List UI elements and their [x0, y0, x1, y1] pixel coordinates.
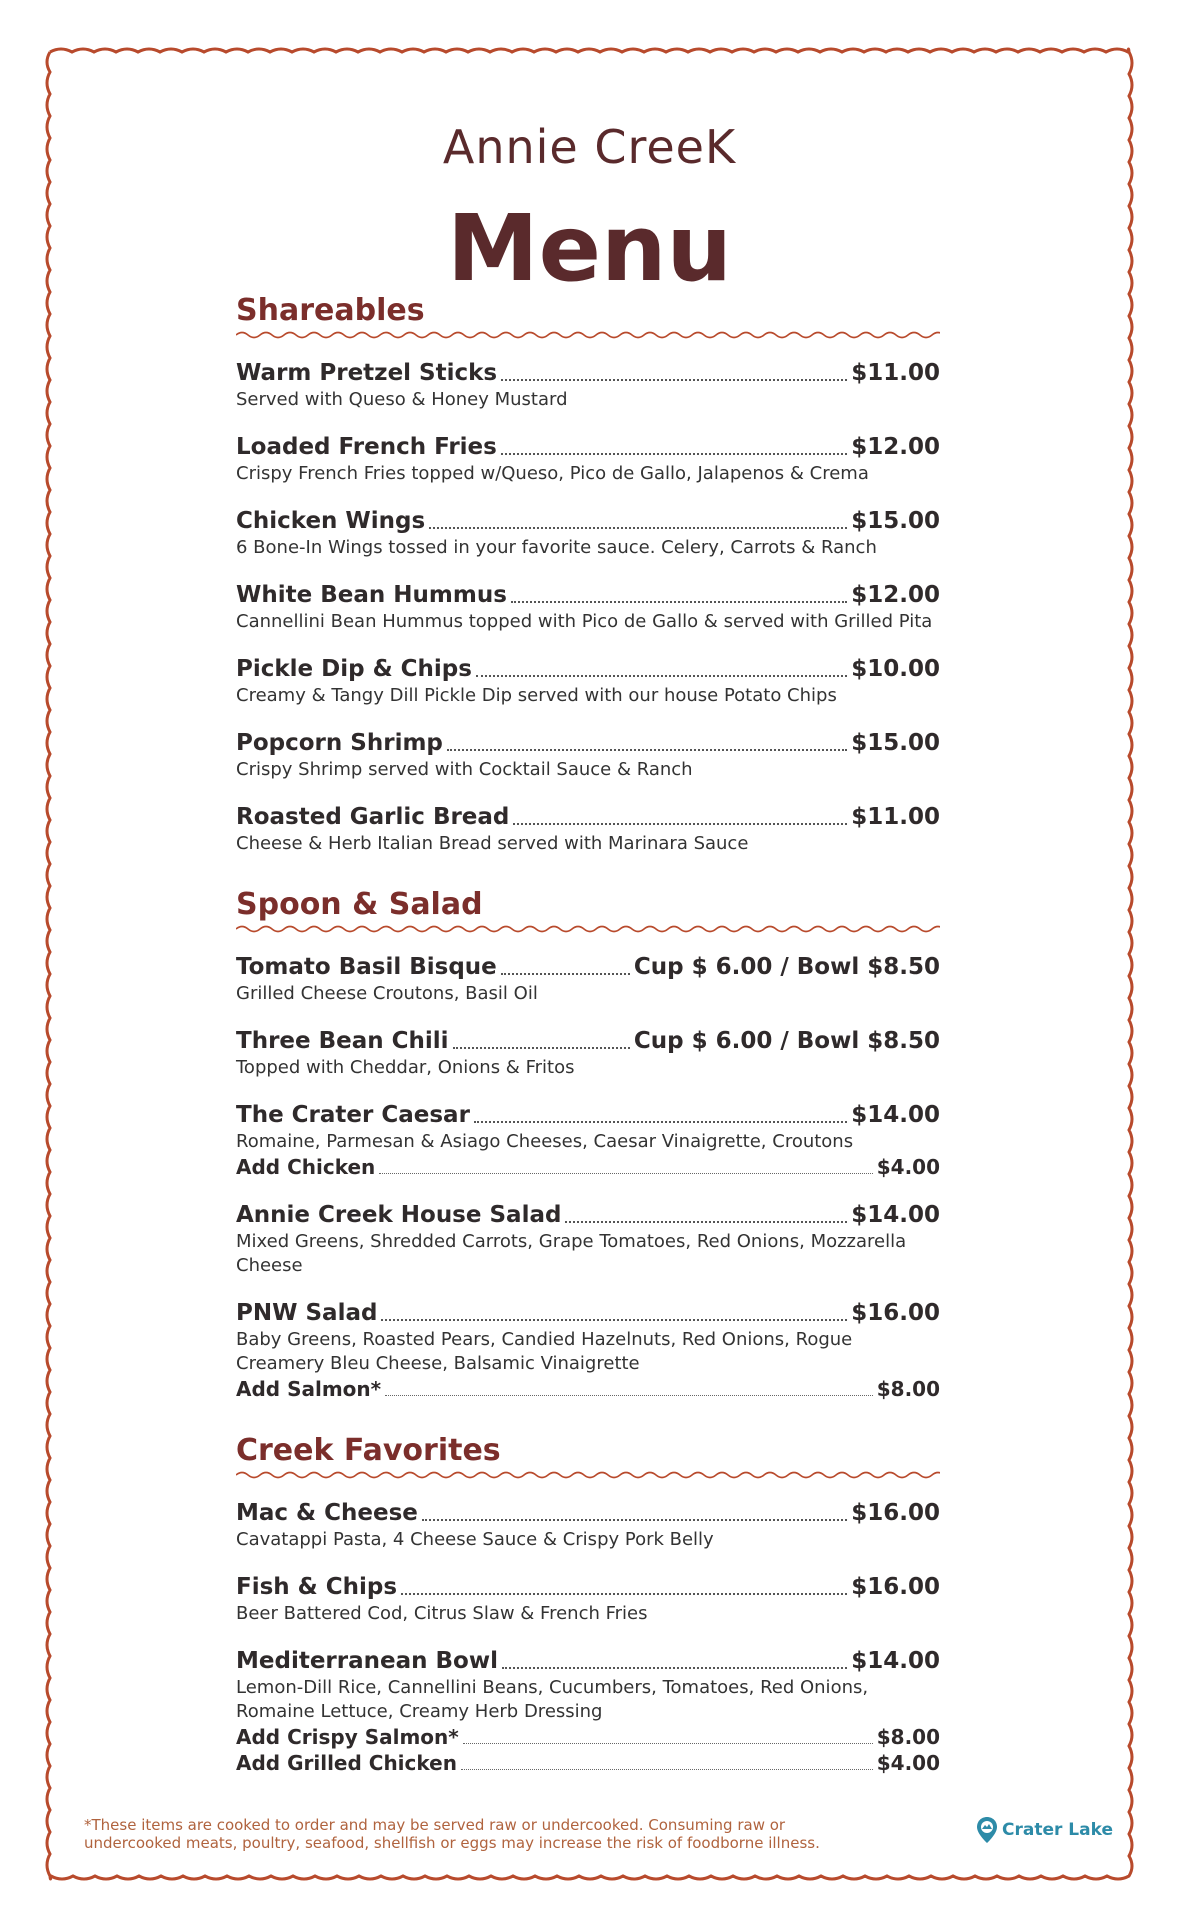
menu-title: Menu	[447, 195, 732, 302]
item-price: $12.00	[851, 582, 940, 608]
menu-item	[236, 1026, 940, 1080]
food-safety-footnote: *These items are cooked to order and may be served raw or undercooked. Consuming raw or undercooked meats, poultry, seafood, shellfish or eggs may increase the risk of foodborne illness.	[84, 1816, 820, 1852]
item-row	[236, 1026, 940, 1056]
menu-item	[236, 1498, 940, 1552]
dot-leader	[461, 1767, 873, 1770]
item-description: Baby Greens, Roasted Pears, Candied Hazelnuts, Red Onions, Rogue Creamery Bleu Cheese, Balsamic Vinaigrette	[236, 1329, 853, 1374]
crater-lake-logo	[976, 1816, 1113, 1844]
item-price: $14.00	[851, 1202, 940, 1228]
item-row	[236, 358, 940, 388]
menu-section	[236, 292, 940, 856]
item-name: Mac & Cheese	[236, 1500, 418, 1526]
dot-leader	[447, 747, 847, 751]
addon-row	[236, 1724, 940, 1750]
addon-name: Add Grilled Chicken	[236, 1751, 457, 1775]
addon-row	[236, 1376, 940, 1402]
item-name: PNW Salad	[236, 1300, 378, 1326]
item-price: $11.00	[851, 360, 940, 386]
menu-item	[236, 728, 940, 782]
item-description: Lemon-Dill Rice, Cannellini Beans, Cucumbers, Tomatoes, Red Onions, Romaine Lettuce, Creamy Herb Dressing	[236, 1677, 869, 1722]
item-row	[236, 728, 940, 758]
item-description: Served with Queso & Honey Mustard	[236, 389, 568, 410]
dot-leader	[502, 1665, 847, 1669]
item-description: Beer Battered Cod, Citrus Slaw & French Fries	[236, 1603, 648, 1624]
menu-item	[236, 802, 940, 856]
item-description: Cheese & Herb Italian Bread served with Marinara Sauce	[236, 833, 749, 854]
item-price: Cup $ 6.00 / Bowl $8.50	[633, 954, 940, 980]
item-row	[236, 1298, 940, 1328]
dot-leader	[385, 1393, 873, 1396]
item-description: Romaine, Parmesan & Asiago Cheeses, Caesar Vinaigrette, Croutons	[236, 1131, 854, 1152]
addon-row	[236, 1154, 940, 1180]
item-row	[236, 654, 940, 684]
item-name: Popcorn Shrimp	[236, 730, 443, 756]
dot-leader	[463, 1741, 873, 1744]
item-name: Loaded French Fries	[236, 434, 497, 460]
menu-item	[236, 432, 940, 486]
item-price: Cup $ 6.00 / Bowl $8.50	[633, 1028, 940, 1054]
addon-price: $8.00	[876, 1725, 940, 1749]
item-name: White Bean Hummus	[236, 582, 507, 608]
item-row	[236, 506, 940, 536]
item-description: 6 Bone-In Wings tossed in your favorite sauce. Celery, Carrots & Ranch	[236, 537, 877, 558]
dot-leader	[511, 599, 847, 603]
item-row	[236, 952, 940, 982]
item-name: Mediterranean Bowl	[236, 1648, 498, 1674]
dot-leader	[501, 451, 847, 455]
item-name: Annie Creek House Salad	[236, 1202, 562, 1228]
item-row	[236, 1498, 940, 1528]
dot-leader	[476, 673, 847, 677]
section-divider	[236, 330, 940, 340]
item-name: Fish & Chips	[236, 1574, 398, 1600]
addon-name: Add Salmon*	[236, 1377, 382, 1401]
item-description: Mixed Greens, Shredded Carrots, Grape Tomatoes, Red Onions, Mozzarella Cheese	[236, 1231, 907, 1276]
item-price: $15.00	[851, 508, 940, 534]
item-description: Cavatappi Pasta, 4 Cheese Sauce & Crispy Pork Belly	[236, 1529, 714, 1550]
item-price: $16.00	[851, 1574, 940, 1600]
section-divider	[236, 1470, 940, 1480]
item-name: Three Bean Chili	[236, 1028, 449, 1054]
item-price: $11.00	[851, 804, 940, 830]
menu-item	[236, 506, 940, 560]
dot-leader	[501, 971, 630, 975]
section-title: Creek Favorites	[236, 1433, 501, 1468]
dot-leader	[429, 525, 847, 529]
addon-row	[236, 1750, 940, 1776]
menu-content	[236, 292, 940, 1806]
map-pin-icon	[976, 1816, 998, 1844]
item-price: $12.00	[851, 434, 940, 460]
menu-section	[236, 886, 940, 1402]
item-description: Topped with Cheddar, Onions & Fritos	[236, 1057, 575, 1078]
menu-item	[236, 580, 940, 634]
item-row	[236, 1646, 940, 1676]
logo-text: Crater Lake	[1002, 1820, 1113, 1840]
menu-item	[236, 358, 940, 412]
item-row	[236, 1200, 940, 1230]
item-name: Chicken Wings	[236, 508, 426, 534]
item-price: $16.00	[851, 1300, 940, 1326]
item-row	[236, 1572, 940, 1602]
dot-leader	[513, 821, 847, 825]
item-description: Crispy French Fries topped w/Queso, Pico de Gallo, Jalapenos & Crema	[236, 463, 869, 484]
item-row	[236, 802, 940, 832]
menu-item	[236, 1646, 940, 1776]
item-description: Grilled Cheese Croutons, Basil Oil	[236, 983, 538, 1004]
addon-name: Add Chicken	[236, 1155, 376, 1179]
menu-item	[236, 1572, 940, 1626]
item-row	[236, 580, 940, 610]
item-row	[236, 432, 940, 462]
menu-item	[236, 1298, 940, 1402]
item-row	[236, 1100, 940, 1130]
item-description: Crispy Shrimp served with Cocktail Sauce & Ranch	[236, 759, 693, 780]
menu-section	[236, 1432, 940, 1776]
restaurant-name: Annie CreeK	[442, 120, 737, 174]
item-name: Pickle Dip & Chips	[236, 656, 472, 682]
addon-price: $4.00	[876, 1155, 940, 1179]
addon-name: Add Crispy Salmon*	[236, 1725, 459, 1749]
menu-item	[236, 952, 940, 1006]
addon-price: $4.00	[876, 1751, 940, 1775]
item-name: Roasted Garlic Bread	[236, 804, 510, 830]
menu-item	[236, 1200, 940, 1278]
item-name: Tomato Basil Bisque	[236, 954, 497, 980]
dot-leader	[381, 1317, 847, 1321]
section-divider	[236, 924, 940, 934]
dot-leader	[474, 1119, 847, 1123]
menu-item	[236, 1100, 940, 1180]
menu-item	[236, 654, 940, 708]
item-price: $14.00	[851, 1102, 940, 1128]
section-title: Spoon & Salad	[236, 887, 483, 922]
item-description: Cannellini Bean Hummus topped with Pico de Gallo & served with Grilled Pita	[236, 611, 933, 632]
item-price: $14.00	[851, 1648, 940, 1674]
item-name: The Crater Caesar	[236, 1102, 470, 1128]
dot-leader	[453, 1045, 630, 1049]
dot-leader	[422, 1517, 847, 1521]
item-price: $16.00	[851, 1500, 940, 1526]
item-price: $15.00	[851, 730, 940, 756]
section-title: Shareables	[236, 293, 425, 328]
dot-leader	[565, 1219, 847, 1223]
addon-price: $8.00	[876, 1377, 940, 1401]
item-price: $10.00	[851, 656, 940, 682]
dot-leader	[401, 1591, 847, 1595]
item-description: Creamy & Tangy Dill Pickle Dip served with our house Potato Chips	[236, 685, 837, 706]
dot-leader	[501, 377, 847, 381]
dot-leader	[379, 1171, 872, 1174]
item-name: Warm Pretzel Sticks	[236, 360, 498, 386]
